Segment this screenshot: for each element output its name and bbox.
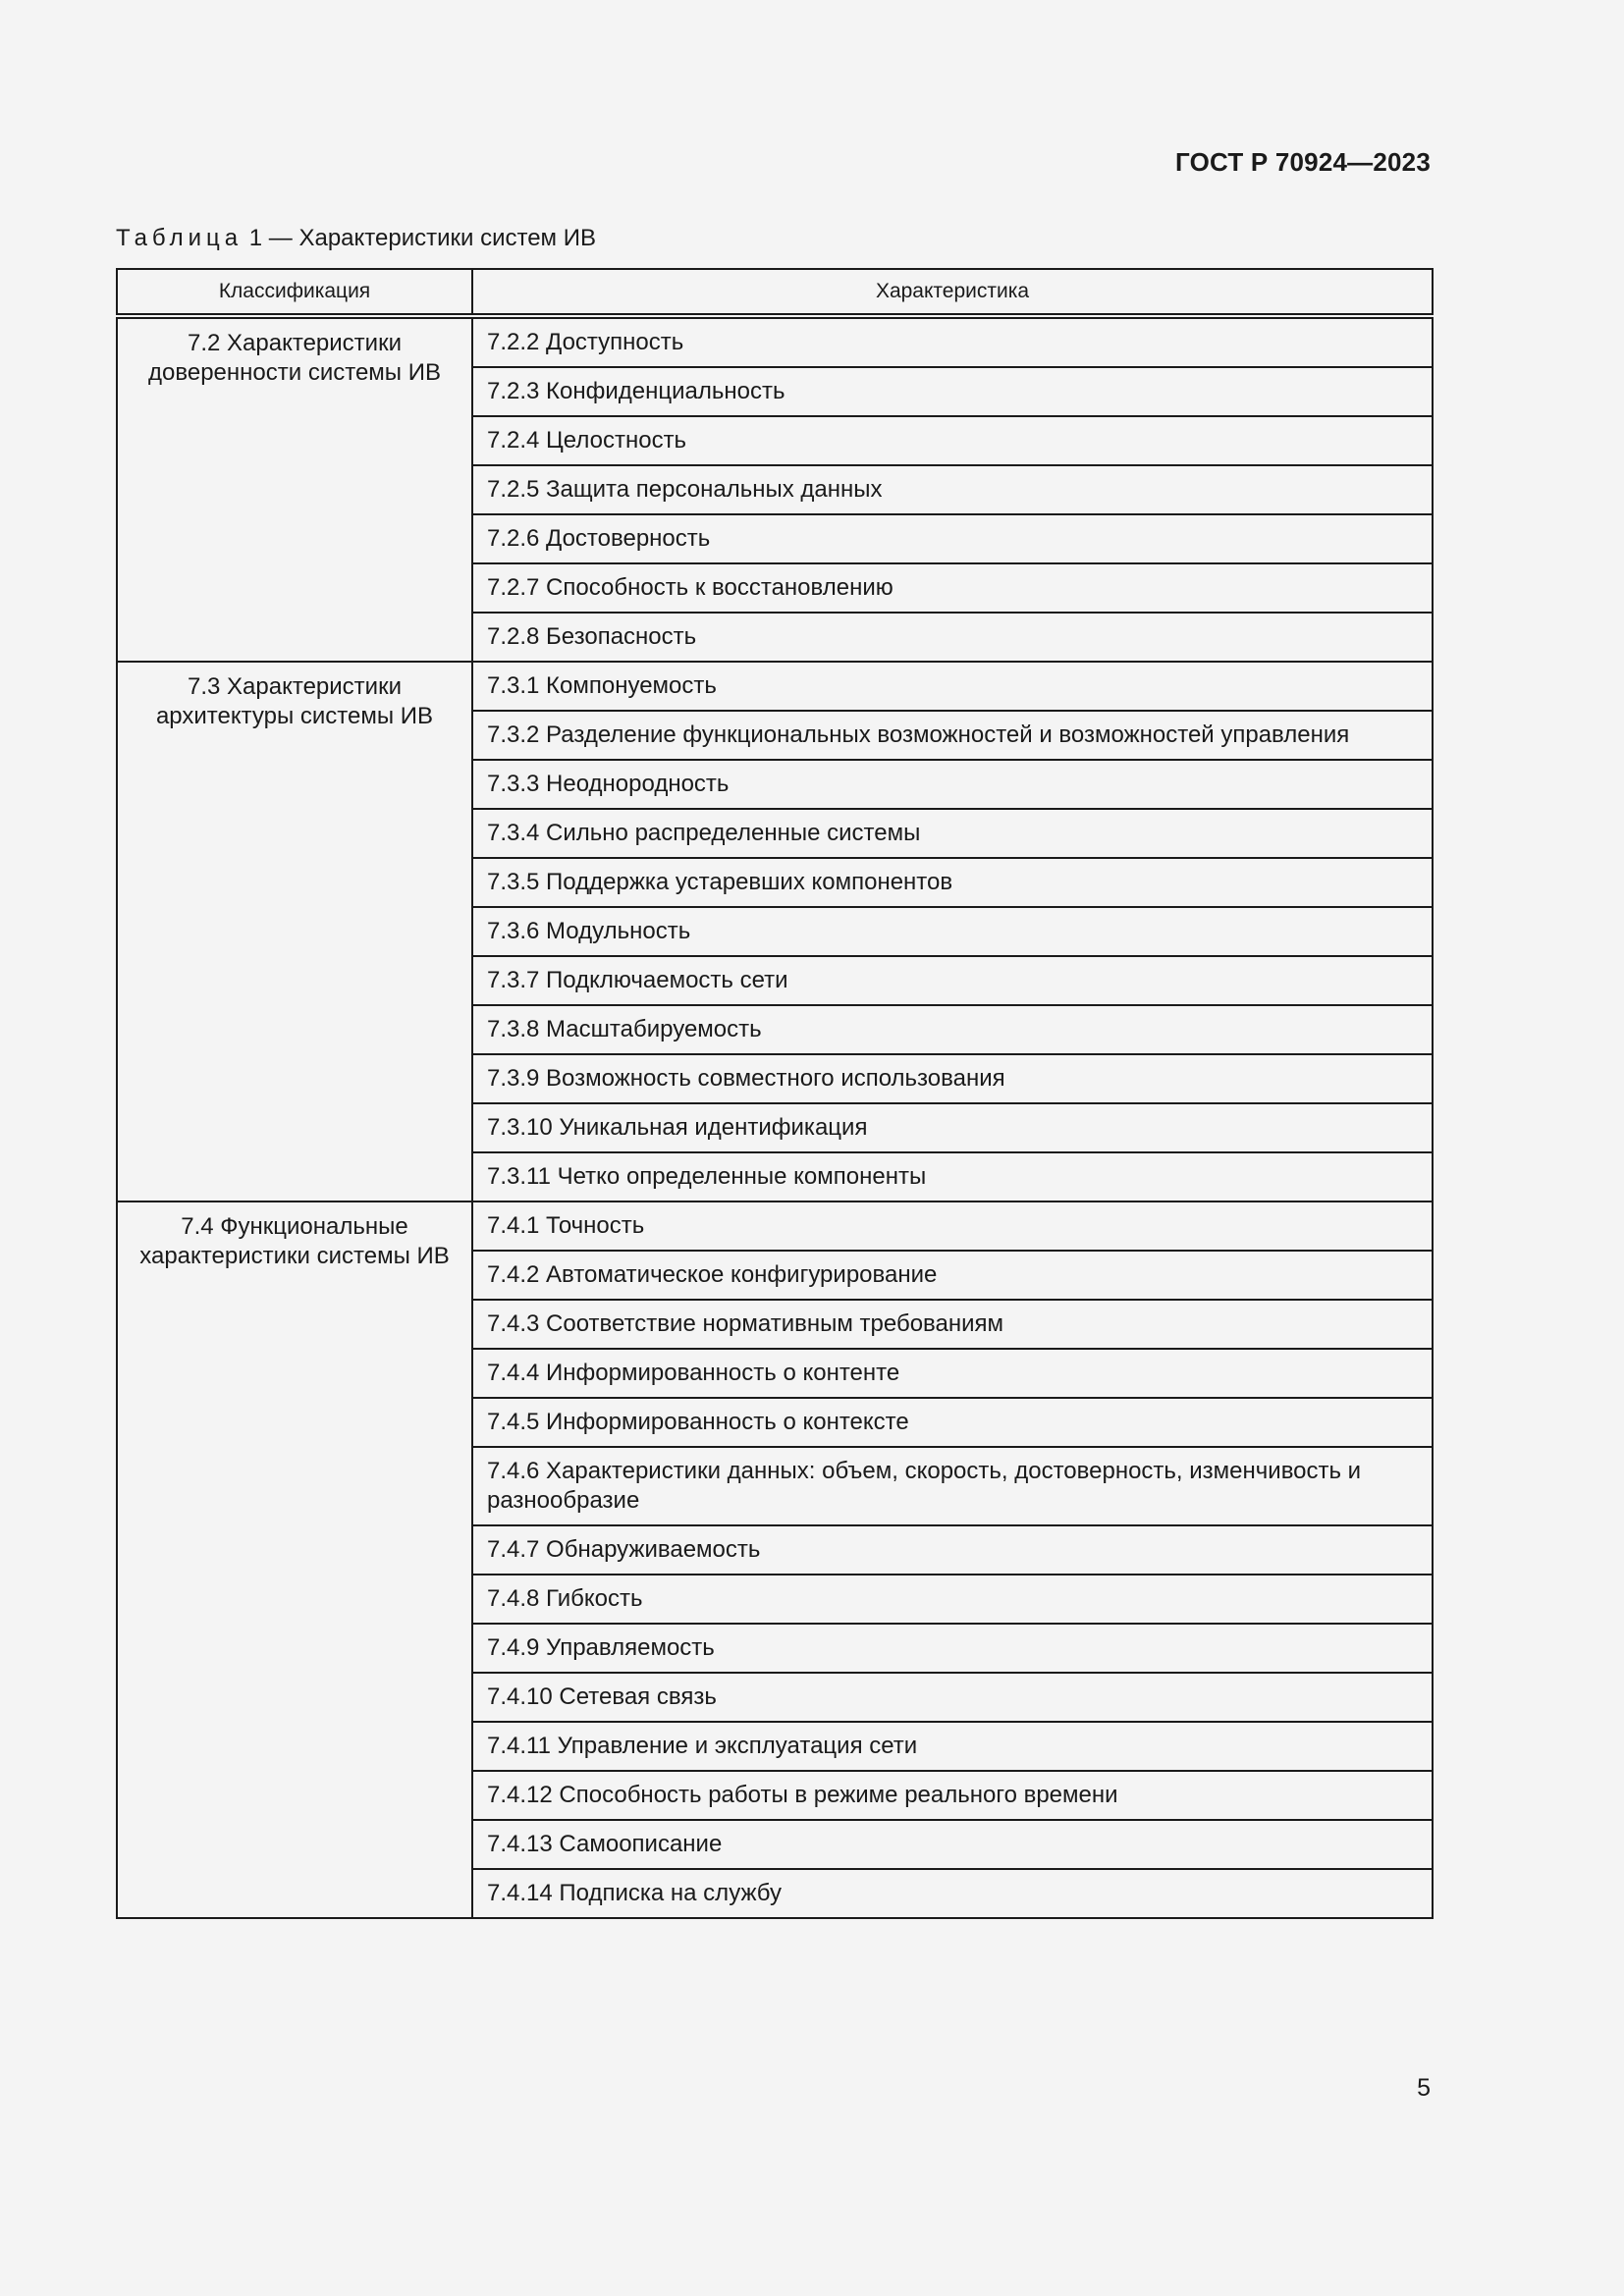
characteristic-cell: 7.4.11 Управление и эксплуатация сети	[472, 1722, 1433, 1771]
table-body	[117, 316, 1433, 1918]
table-caption	[116, 225, 596, 252]
characteristic-cell: 7.2.6 Достоверность	[472, 514, 1433, 563]
characteristic-cell: 7.3.1 Компонуемость	[472, 662, 1433, 711]
characteristic-cell: 7.4.5 Информированность о контексте	[472, 1398, 1433, 1447]
characteristic-cell: 7.4.2 Автоматическое конфигурирование	[472, 1251, 1433, 1300]
characteristic-cell: 7.4.6 Характеристики данных: объем, скорость, достоверность, изменчивость и разнообразие	[472, 1447, 1433, 1525]
characteristic-cell: 7.3.2 Разделение функциональных возможностей и возможностей управления	[472, 711, 1433, 760]
characteristic-cell: 7.2.2 Доступность	[472, 316, 1433, 367]
table-row	[117, 1201, 1433, 1251]
characteristic-cell: 7.4.9 Управляемость	[472, 1624, 1433, 1673]
characteristic-cell: 7.3.4 Сильно распределенные системы	[472, 809, 1433, 858]
characteristic-cell: 7.3.8 Масштабируемость	[472, 1005, 1433, 1054]
characteristic-cell: 7.4.1 Точность	[472, 1201, 1433, 1251]
characteristic-cell: 7.2.5 Защита персональных данных	[472, 465, 1433, 514]
column-header-classification: Классификация	[117, 269, 472, 316]
classification-cell: 7.3 Характеристики архитектуры системы ИВ	[117, 662, 472, 1201]
table-header-row	[117, 269, 1433, 316]
characteristic-cell: 7.2.4 Целостность	[472, 416, 1433, 465]
characteristics-table	[116, 268, 1434, 1919]
classification-cell: 7.4 Функциональные характеристики системы ИВ	[117, 1201, 472, 1918]
characteristic-cell: 7.4.13 Самоописание	[472, 1820, 1433, 1869]
document-id: ГОСТ Р 70924—2023	[1175, 147, 1431, 177]
characteristic-cell: 7.2.7 Способность к восстановлению	[472, 563, 1433, 613]
characteristic-cell: 7.4.8 Гибкость	[472, 1575, 1433, 1624]
characteristic-cell: 7.3.11 Четко определенные компоненты	[472, 1152, 1433, 1201]
page-number: 5	[1417, 2074, 1431, 2102]
table-row	[117, 316, 1433, 367]
column-header-characteristic: Характеристика	[472, 269, 1433, 316]
characteristic-cell: 7.2.3 Конфиденциальность	[472, 367, 1433, 416]
characteristics-table-container	[116, 268, 1432, 1919]
table-row	[117, 662, 1433, 711]
table-caption-prefix: Таблица	[116, 225, 244, 251]
characteristic-cell: 7.4.3 Соответствие нормативным требованиям	[472, 1300, 1433, 1349]
characteristic-cell: 7.4.10 Сетевая связь	[472, 1673, 1433, 1722]
characteristic-cell: 7.3.3 Неоднородность	[472, 760, 1433, 809]
classification-cell: 7.2 Характеристики доверенности системы ИВ	[117, 316, 472, 662]
characteristic-cell: 7.4.7 Обнаруживаемость	[472, 1525, 1433, 1575]
characteristic-cell: 7.3.5 Поддержка устаревших компонентов	[472, 858, 1433, 907]
characteristic-cell: 7.4.4 Информированность о контенте	[472, 1349, 1433, 1398]
characteristic-cell: 7.3.7 Подключаемость сети	[472, 956, 1433, 1005]
table-caption-title: 1 — Характеристики систем ИВ	[248, 225, 596, 251]
characteristic-cell: 7.2.8 Безопасность	[472, 613, 1433, 662]
characteristic-cell: 7.3.9 Возможность совместного использования	[472, 1054, 1433, 1103]
characteristic-cell: 7.3.10 Уникальная идентификация	[472, 1103, 1433, 1152]
characteristic-cell: 7.4.14 Подписка на службу	[472, 1869, 1433, 1918]
characteristic-cell: 7.3.6 Модульность	[472, 907, 1433, 956]
characteristic-cell: 7.4.12 Способность работы в режиме реального времени	[472, 1771, 1433, 1820]
